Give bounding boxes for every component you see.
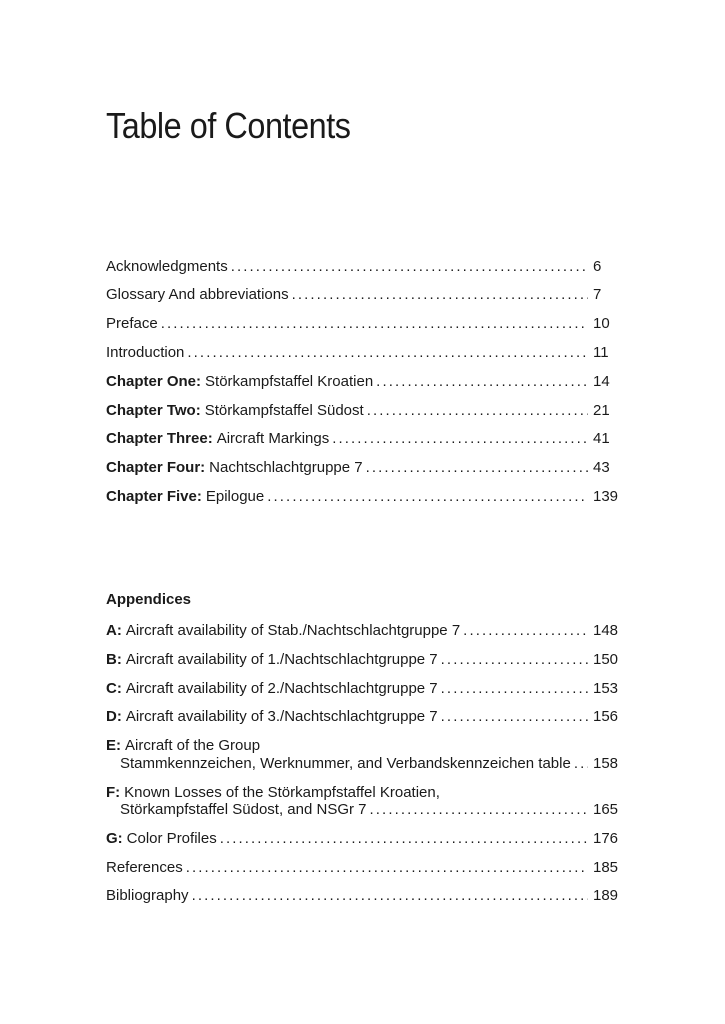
dot-leader (370, 801, 588, 819)
entry-prefix: G: (106, 829, 123, 847)
toc-entry (106, 887, 626, 905)
entry-label: Störkampfstaffel Südost (204, 401, 364, 419)
page-number: 153 (593, 679, 619, 697)
dot-leader (186, 859, 588, 877)
page-number: 189 (593, 887, 619, 905)
entry-prefix: F: (106, 783, 121, 801)
page-title: Table of Contents (106, 105, 351, 146)
toc-entry (106, 830, 626, 848)
toc-entry (106, 258, 626, 276)
page-number: 158 (593, 754, 619, 772)
page-number: 150 (593, 650, 619, 668)
page-number: 21 (593, 401, 610, 419)
entry-label: Known Losses of the Störkampfstaffel Kroatien, (124, 783, 440, 801)
entry-label: Glossary And abbreviations (106, 286, 289, 304)
front-matter-list (106, 258, 626, 506)
dot-leader (574, 755, 588, 773)
entry-label: Introduction (106, 343, 185, 361)
toc-entry (106, 488, 626, 506)
toc-entry (106, 315, 626, 333)
dot-leader (441, 708, 588, 726)
dot-leader (292, 286, 588, 304)
entry-prefix: E: (106, 737, 121, 755)
entry-label: Preface (106, 315, 158, 333)
toc-entry (106, 784, 626, 819)
entry-line-1 (106, 784, 626, 802)
entry-label: Störkampfstaffel Kroatien (205, 372, 374, 390)
dot-leader (463, 622, 588, 640)
dot-leader (187, 344, 588, 362)
dot-leader (441, 680, 588, 698)
appendices-heading: Appendices (106, 591, 192, 609)
page-number: 165 (593, 801, 619, 819)
toc-entry (106, 286, 626, 304)
toc-entry (106, 651, 626, 669)
toc-entry (106, 737, 626, 772)
entry-prefix: A: (106, 622, 122, 640)
toc-entry (106, 430, 626, 448)
entry-prefix: Chapter Four: (106, 459, 206, 477)
dot-leader (192, 887, 588, 905)
toc-entry (106, 680, 626, 698)
entry-label: Aircraft Markings (216, 430, 330, 448)
entry-line-2 (106, 755, 626, 773)
dot-leader (367, 402, 588, 420)
entry-label: Bibliography (106, 887, 189, 905)
toc-entry (106, 622, 626, 640)
appendices-section (106, 591, 626, 905)
entry-label: Color Profiles (126, 829, 217, 847)
entry-label: Aircraft availability of 3./Nachtschlachtgruppe 7 (125, 708, 438, 726)
entry-label-continuation: Störkampfstaffel Südost, and NSGr 7 (120, 801, 367, 819)
entry-prefix: D: (106, 708, 122, 726)
entry-prefix: B: (106, 650, 122, 668)
entry-label: Aircraft availability of 2./Nachtschlachtgruppe 7 (125, 679, 438, 697)
dot-leader (376, 373, 588, 391)
page-number: 43 (593, 459, 610, 477)
page-number: 10 (593, 315, 610, 333)
toc-entry (106, 708, 626, 726)
entry-prefix: C: (106, 679, 122, 697)
entry-label: Aircraft of the Group (125, 737, 261, 755)
dot-leader (220, 830, 588, 848)
page-number: 156 (593, 708, 619, 726)
page-number: 176 (593, 829, 619, 847)
page-number: 11 (593, 343, 609, 361)
toc-entry (106, 373, 626, 391)
entry-prefix: Chapter One: (106, 372, 202, 390)
dot-leader (441, 651, 588, 669)
page-number: 139 (593, 487, 619, 505)
toc-entry (106, 344, 626, 362)
entry-line-2 (106, 801, 626, 819)
entry-label: Epilogue (205, 487, 265, 505)
entry-line-1 (106, 737, 626, 755)
page-number: 185 (593, 858, 619, 876)
entry-label: References (106, 858, 183, 876)
entry-label-continuation: Stammkennzeichen, Werknummer, and Verbandskennzeichen table (120, 754, 571, 772)
dot-leader (332, 430, 588, 448)
page-number: 7 (593, 286, 602, 304)
toc-entry (106, 402, 626, 420)
entry-prefix: Chapter Two: (106, 401, 201, 419)
entry-prefix: Chapter Three: (106, 430, 213, 448)
toc-entry (106, 859, 626, 877)
entry-label: Acknowledgments (106, 257, 228, 275)
page-number: 14 (593, 372, 610, 390)
toc-entry (106, 459, 626, 477)
page-number: 148 (593, 622, 619, 640)
page-number: 41 (593, 430, 610, 448)
dot-leader (231, 258, 588, 276)
dot-leader (267, 488, 588, 506)
page-number: 6 (593, 257, 602, 275)
dot-leader (161, 315, 588, 333)
entry-label: Nachtschlachtgruppe 7 (209, 459, 363, 477)
dot-leader (366, 459, 588, 477)
entry-label: Aircraft availability of Stab./Nachtschlachtgruppe 7 (125, 622, 461, 640)
entry-label: Aircraft availability of 1./Nachtschlachtgruppe 7 (125, 650, 438, 668)
entry-prefix: Chapter Five: (106, 487, 202, 505)
